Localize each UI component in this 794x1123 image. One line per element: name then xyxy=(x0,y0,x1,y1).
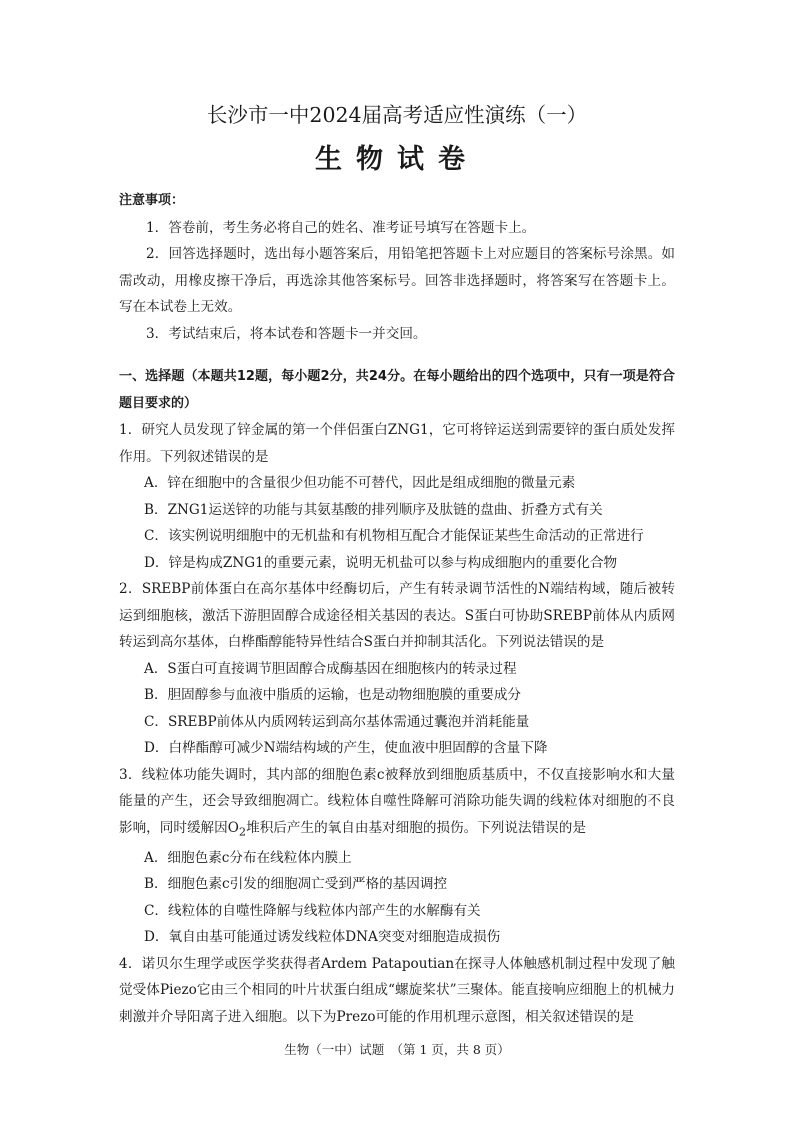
section-heading: 一、选择题（本题共12题，每小题2分，共24分。在每小题给出的四个选项中，只有一项是符合题目要求的） xyxy=(119,369,675,411)
spacer xyxy=(119,347,675,364)
option-a: A．细胞色素c分布在线粒体内膜上 xyxy=(144,849,352,866)
notice-heading: 注意事项： xyxy=(119,193,185,208)
option-d: D．氧自由基可能通过诱发线粒体DNA突变对细胞造成损伤 xyxy=(144,929,501,946)
option-a: A．S蛋白可直接调节胆固醇合成酶基因在细胞核内的转录过程 xyxy=(144,660,517,677)
option-d: D．锌是构成ZNG1的重要元素，说明无机盐可以参与构成细胞内的重要化合物 xyxy=(144,554,618,571)
notice-item: 3．考试结束后，将本试卷和答题卡一并交回。 xyxy=(146,325,427,342)
question-stem: 2．SREBP前体蛋白在高尔基体中经酶切后，产生有转录调节活性的N端结构域，随后被转运到细胞核，激活下游胆固醇合成途径相关基因的表达。S蛋白可协助SREBP前体从内质网转运到高尔基体，白桦酯醇能特异性结合S蛋白并抑制其活化。下列说法错误的是 xyxy=(119,581,675,650)
exam-title: 长沙市一中2024届高考适应性演练（一） xyxy=(206,103,588,127)
option-c: C．线粒体的自噬性降解与线粒体内部产生的水解酶有关 xyxy=(144,902,481,919)
page-body xyxy=(119,188,675,1030)
page-footer: 生物（一中）试题 （第 1 页，共 8 页） xyxy=(284,1042,510,1057)
option-a: A．锌在细胞中的含量很少但功能不可替代，因此是组成细胞的微量元素 xyxy=(144,475,576,491)
exam-subtitle: 生物试卷 xyxy=(315,144,479,175)
stem-part: 3．线粒体功能失调时，其内部的细胞色素c被释放到细胞质基质中，不仅直接影响水和大量能量的产生，还会导致细胞凋亡。线粒体自噬性降解可消除功能失调的线粒体对细胞的不良影响，同时缓解因O xyxy=(119,766,675,836)
stem-part: 堆积后产生的氧自由基对细胞的损伤。下列说法错误的是 xyxy=(246,819,586,836)
option-b: B．胆固醇参与血液中脂质的运输，也是动物细胞膜的重要成分 xyxy=(144,687,522,703)
option-b: B．细胞色素c引发的细胞凋亡受到严格的基因调控 xyxy=(144,876,448,893)
notice-item: 1．答卷前，考生务必将自己的姓名、准考证号填写在答题卡上。 xyxy=(146,219,536,236)
question-stem: 1．研究人员发现了锌金属的第一个伴侣蛋白ZNG1，它可将锌运送到需要锌的蛋白质处发挥作用。下列叙述错误的是 xyxy=(119,422,675,465)
option-c: C．该实例说明细胞中的无机盐和有机物相互配合才能保证某些生命活动的正常进行 xyxy=(144,528,644,544)
subscript: 2 xyxy=(238,824,247,839)
question-stem xyxy=(119,762,675,845)
option-c: C．SREBP前体从内质网转运到高尔基体需通过囊泡并消耗能量 xyxy=(144,713,530,730)
notice-item: 2．回答选择题时，选出每小题答案后，用铅笔把答题卡上对应题目的答案标号涂黑。如需改动，用橡皮擦干净后，再选涂其他答案标号。回答非选择题时，将答案写在答题卡上。写在本试卷上无效。 xyxy=(119,246,675,315)
question-3 xyxy=(119,762,675,951)
option-b: B．ZNG1运送锌的功能与其氨基酸的排列顺序及肽链的盘曲、折叠方式有关 xyxy=(144,501,603,518)
question-2 xyxy=(119,576,675,762)
question-1 xyxy=(119,417,675,576)
option-d: D．白桦酯醇可减少N端结构域的产生，使血液中胆固醇的含量下降 xyxy=(144,740,548,756)
question-4 xyxy=(119,951,675,1031)
question-stem: 4．诺贝尔生理学或医学奖获得者Ardem Patapoutian在探寻人体触感机制过程中发现了触觉受体Piezo它由三个相同的叶片状蛋白组成“螺旋桨状”三聚体。能直接响应细胞上的机械力刺激并介导阳离子进入细胞。以下为Prezo可能的作用机理示意图，相关叙述错误的是 xyxy=(119,955,675,1025)
